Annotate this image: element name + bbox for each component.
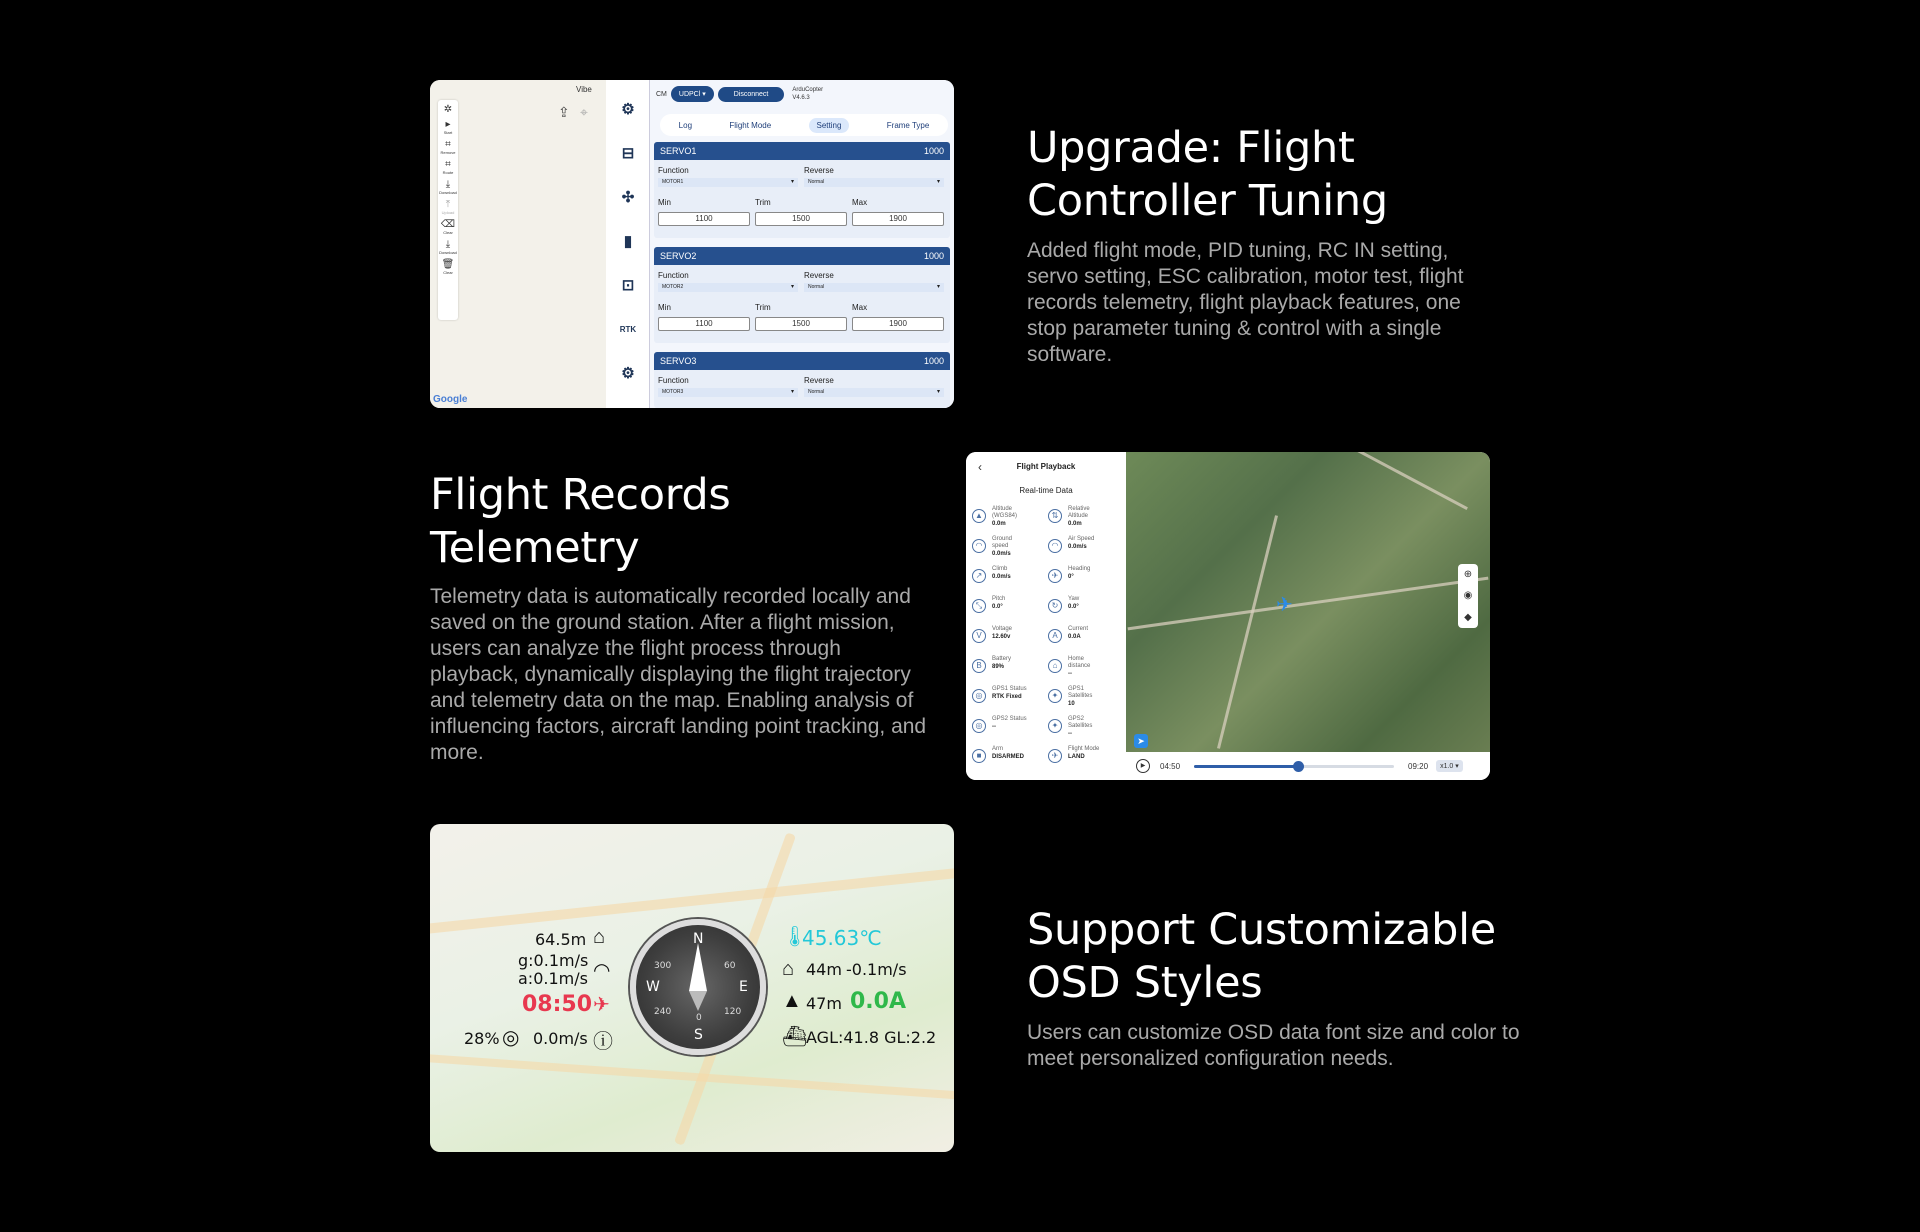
function-label: Function [658,376,689,385]
port-select[interactable]: UDPCl ▾ [671,86,714,102]
osd-current: 0.0A [850,989,906,1014]
disconnect-button[interactable]: Disconnect [718,87,785,102]
playback-title: Flight Playback [1016,462,1076,471]
servo-value: 1000 [923,146,944,156]
home-icon: ⌂ [782,958,795,980]
settings-icon[interactable]: ⚙ [621,365,635,382]
osd-home-distance: 44m [806,960,842,979]
settings-nav [606,80,650,408]
reverse-label: Reverse [804,376,834,385]
compass-dial [630,919,766,1055]
osd-speeds: g:0.1m/s a:0.1m/s [518,951,589,988]
telemetry-value: 0.0m [1068,521,1082,527]
telemetry-value: 0.0m/s [992,574,1011,580]
drone-config-icon[interactable]: ⚙ [621,101,635,118]
map-controls [1458,564,1478,628]
function-select[interactable]: MOTOR3 ▾ [658,388,798,397]
total-time: 09:20 [1408,761,1429,771]
function-select[interactable]: MOTOR2 ▾ [658,283,798,292]
upload-tool-icon: ⤒ [445,199,451,210]
tab-flight-mode[interactable]: Flight Mode [729,120,772,130]
speed-select[interactable]: x1.0 ▾ [1436,760,1463,772]
telemetry-label: Yaw [1068,596,1080,602]
max-label: Max [852,198,868,207]
speedometer-icon: ◠ [593,960,611,982]
compass-needle-tail [689,991,707,1011]
tab-setting[interactable]: Setting [809,118,850,133]
telemetry-item [1048,746,1124,770]
telemetry-item [972,536,1048,560]
zoom-icon[interactable]: ⊕ [1463,569,1473,581]
max-input[interactable]: 1900 [852,317,944,331]
telemetry-item [1048,596,1124,620]
firmware-info: ArduCopter V4.6.3 [792,87,824,101]
telemetry-icon[interactable]: ⊡ [621,277,635,294]
map-road [1334,452,1468,510]
min-label: Min [658,198,671,207]
start-tool[interactable] [438,104,458,115]
telemetry-item [1048,656,1124,680]
home-icon: ⌂ [1048,659,1062,673]
osd-terrain-altitude: 47m [806,994,842,1013]
servo-name: SERVO2 [660,251,697,261]
telemetry-label: Pitch [992,596,1006,602]
telemetry-value: 0.0A [1068,634,1081,640]
tab-frame-type[interactable]: Frame Type [886,120,930,130]
playback-controls [1126,752,1490,780]
lock-icon: ■ [972,749,986,763]
telemetry-item [1048,566,1124,590]
telemetry-label: GPS2 Status [992,716,1027,722]
route-icon: ⌗ [445,159,451,170]
telemetry-label: GPS1 Satellites [1068,686,1093,699]
playback-screenshot [966,452,1490,780]
download-icon: ⤓ [445,239,451,250]
realtime-data-panel [966,452,1126,780]
settings-tabs [660,114,948,136]
telemetry-value: 89% [992,664,1005,670]
route-button[interactable]: ⌗ Route [442,159,454,175]
telemetry-label: Arm [992,746,1003,752]
min-input[interactable]: 1100 [658,317,750,331]
telemetry-value: 0.0° [1068,604,1079,610]
vibe-label: Vibe [576,85,592,94]
satellite-map[interactable] [1126,452,1490,752]
trim-label: Trim [755,303,771,312]
servo-card [654,247,950,343]
section-description: Users can customize OSD data font size and color to meet personalized configuration needs. [1027,1021,1520,1070]
realtime-heading: Real-time Data [1019,486,1073,495]
max-input[interactable]: 1900 [852,212,944,226]
telemetry-value: 0.0m/s [1068,544,1087,550]
telemetry-label: Relative Altitude [1068,506,1090,519]
osd-vertical-speed: 0.0m/s [533,1029,588,1048]
telemetry-label: Altitude (WGS84) [992,506,1018,519]
telemetry-label: Air Speed [1068,536,1095,542]
telemetry-value: -- [992,724,996,730]
osd-agl: AGL:41.8 GL:2.2 [806,1028,937,1047]
locate-icon[interactable]: ◉ [1463,590,1473,602]
telemetry-value: LAND [1068,754,1085,760]
reverse-select[interactable]: Normal ▾ [804,388,944,397]
info-icon: ⓘ [593,1031,613,1053]
navigation-icon[interactable]: ➤ [1134,734,1148,748]
throttle-icon: ◎ [502,1027,520,1049]
clear-button-2[interactable]: 🗑 Clear [441,259,455,275]
layers-icon[interactable]: ◆ [1464,611,1472,623]
telemetry-value: DISARMED [992,754,1025,760]
mountain-icon: ▲ [972,509,986,523]
compass-e: E [739,979,748,995]
playback-slider[interactable] [1194,765,1394,768]
section-title: Upgrade: Flight Controller Tuning [1027,123,1388,226]
telemetry-item [972,506,1048,530]
telemetry-item [972,656,1048,680]
trim-input[interactable]: 1500 [755,317,847,331]
telemetry-label: Heading [1068,566,1091,572]
servo-value: 1000 [923,251,944,261]
telemetry-label: Ground speed [992,536,1013,549]
min-label: Min [658,303,671,312]
trash-icon: 🗑 [441,259,455,270]
telemetry-label: GPS1 Status [992,686,1027,692]
altitude-icon: ⇅ [1048,509,1062,523]
rtk-icon[interactable]: RTK [619,325,637,334]
start-button[interactable]: ▸ Start [443,119,453,135]
compass-tick: 240 [654,1007,672,1017]
battery-icon[interactable]: ▮ [623,233,633,250]
telemetry-label: Flight Mode [1068,746,1100,752]
connection-bar [656,86,823,102]
compass-tick: 300 [654,961,672,971]
satellite-icon: ✦ [1048,689,1062,703]
pitch-icon: ⤡ [972,599,986,613]
reverse-label: Reverse [804,166,834,175]
upload-button[interactable]: ⤒ Upload [441,199,455,215]
reverse-select[interactable]: Normal ▾ [804,178,944,187]
telemetry-item [1048,626,1124,650]
telemetry-label: Battery [992,656,1012,662]
telemetry-value: 0° [1068,574,1074,580]
yaw-icon: ↻ [1048,599,1062,613]
telemetry-value: -- [1068,731,1072,737]
satellite-icon: ✦ [1048,719,1062,733]
min-input[interactable]: 1100 [658,212,750,226]
max-label: Max [852,303,868,312]
back-icon[interactable]: ‹ [978,460,982,474]
servo-settings [650,80,954,408]
telemetry-item [972,596,1048,620]
plane-icon: ✈ [1048,749,1062,763]
map-road [1217,515,1278,749]
telemetry-item [972,716,1048,740]
play-icon[interactable]: ▶ [1136,759,1150,773]
altitude-icon: ⌂ [593,926,606,948]
clear-icon: ⌫ [440,219,456,230]
trim-input[interactable]: 1500 [755,212,847,226]
telemetry-item [972,686,1048,710]
telemetry-value: 0.0m/s [992,551,1011,557]
telemetry-value: 12.60v [992,634,1011,640]
compass-s: S [694,1027,703,1043]
function-select[interactable]: MOTOR1 ▾ [658,178,798,187]
download-button[interactable]: ⤓ Download [439,179,457,195]
osd-altitude: 64.5m [535,930,587,949]
climb-icon: ↗ [972,569,986,583]
tuning-screenshot [430,80,954,408]
telemetry-label: Voltage [992,626,1013,632]
battery-icon: B [972,659,986,673]
gps-icon: ◎ [972,689,986,703]
section-title: Flight Records Telemetry [430,470,731,573]
compass-w: W [646,979,660,995]
compass-tick: 120 [724,1007,742,1017]
slider-fill [1194,765,1298,768]
telemetry-label: GPS2 Satellites [1068,716,1093,729]
osd-screenshot [430,824,954,1152]
telemetry-value: 10 [1068,701,1075,707]
upload-icon[interactable]: ⇪ [558,104,570,120]
drone-icon: ✲ [443,104,453,115]
mission-toolbar [438,100,458,320]
aircraft-icon: ✈ [1276,594,1293,616]
function-label: Function [658,166,689,175]
telemetry-value: -- [1068,671,1072,677]
reverse-label: Reverse [804,271,834,280]
telemetry-value: 0.0m [992,521,1006,527]
telemetry-item [972,746,1048,770]
telemetry-item [972,626,1048,650]
map-road [1128,577,1489,631]
remove-button[interactable]: ⌗ Remove [440,139,456,155]
osd-throttle: 28% [464,1029,500,1048]
servo-card [654,352,950,408]
compass-tick: 60 [724,961,736,971]
google-logo: Google [433,394,468,405]
osd-home-vspeed: -0.1m/s [846,960,907,979]
section-title: Support Customizable OSD Styles [1027,905,1496,1008]
section-description: Telemetry data is automatically recorded locally and saved on the ground station. After a flight mission, users can analyze the flight process through playback, dynamically displaying the flight trajectory and telemetry data on the map. Enabling analysis of influencing factors, aircraft landing point tracking, and more. [430,585,927,764]
servo-name: SERVO1 [660,146,697,156]
osd-flight-time: 08:50 [522,992,593,1017]
compass-tick: 0 [696,1013,702,1023]
takeoff-icon: ✈ [593,994,610,1016]
gps-icon: ◎ [972,719,986,733]
speedometer-icon: ◠ [1048,539,1062,553]
voltage-icon: V [972,629,986,643]
landing-icon: ⛴ [782,1026,808,1048]
telemetry-value: RTK Fixed [992,694,1022,700]
trim-label: Trim [755,198,771,207]
servo-card [654,142,950,238]
map-panel[interactable] [430,80,606,408]
comm-label: CM [656,90,667,98]
compass-n: N [693,931,704,947]
thermometer-icon: 🌡 [782,926,808,948]
tab-log[interactable]: Log [678,120,693,130]
current-icon: A [1048,629,1062,643]
reverse-select[interactable]: Normal ▾ [804,283,944,292]
frame-icon[interactable]: ✣ [621,189,635,206]
telemetry-item [1048,716,1124,740]
section-description: Added flight mode, PID tuning, RC IN setting, servo setting, ESC calibration, motor test, flight records telemetry, flight playback features, one stop parameter tuning & control with a single software. [1027,239,1464,366]
clear-button[interactable]: ⌫ Clear [440,219,456,235]
mountain-icon: ▲ [782,990,802,1012]
osd-temperature: 45.63℃ [802,926,882,950]
compass-needle [689,943,707,991]
telemetry-label: Climb [992,566,1008,572]
download-icon: ⤓ [445,179,451,190]
rc-icon[interactable]: ⊟ [621,145,635,162]
function-label: Function [658,271,689,280]
current-time: 04:50 [1160,761,1181,771]
plane-icon: ✈ [1048,569,1062,583]
telemetry-item [1048,536,1124,560]
telemetry-item [1048,686,1124,710]
telemetry-label: Current [1068,626,1089,632]
download-button-2[interactable]: ⤓ Download [439,239,457,255]
speedometer-icon: ◠ [972,539,986,553]
telemetry-item [972,566,1048,590]
play-icon: ▸ [445,119,451,130]
telemetry-item [1048,506,1124,530]
remove-icon: ⌗ [445,139,451,150]
servo-name: SERVO3 [660,356,697,366]
slider-handle[interactable] [1293,761,1304,772]
location-icon[interactable]: ⌖ [580,104,588,120]
servo-value: 1000 [923,356,944,366]
telemetry-label: Home distance [1068,656,1091,669]
telemetry-value: 0.0° [992,604,1003,610]
